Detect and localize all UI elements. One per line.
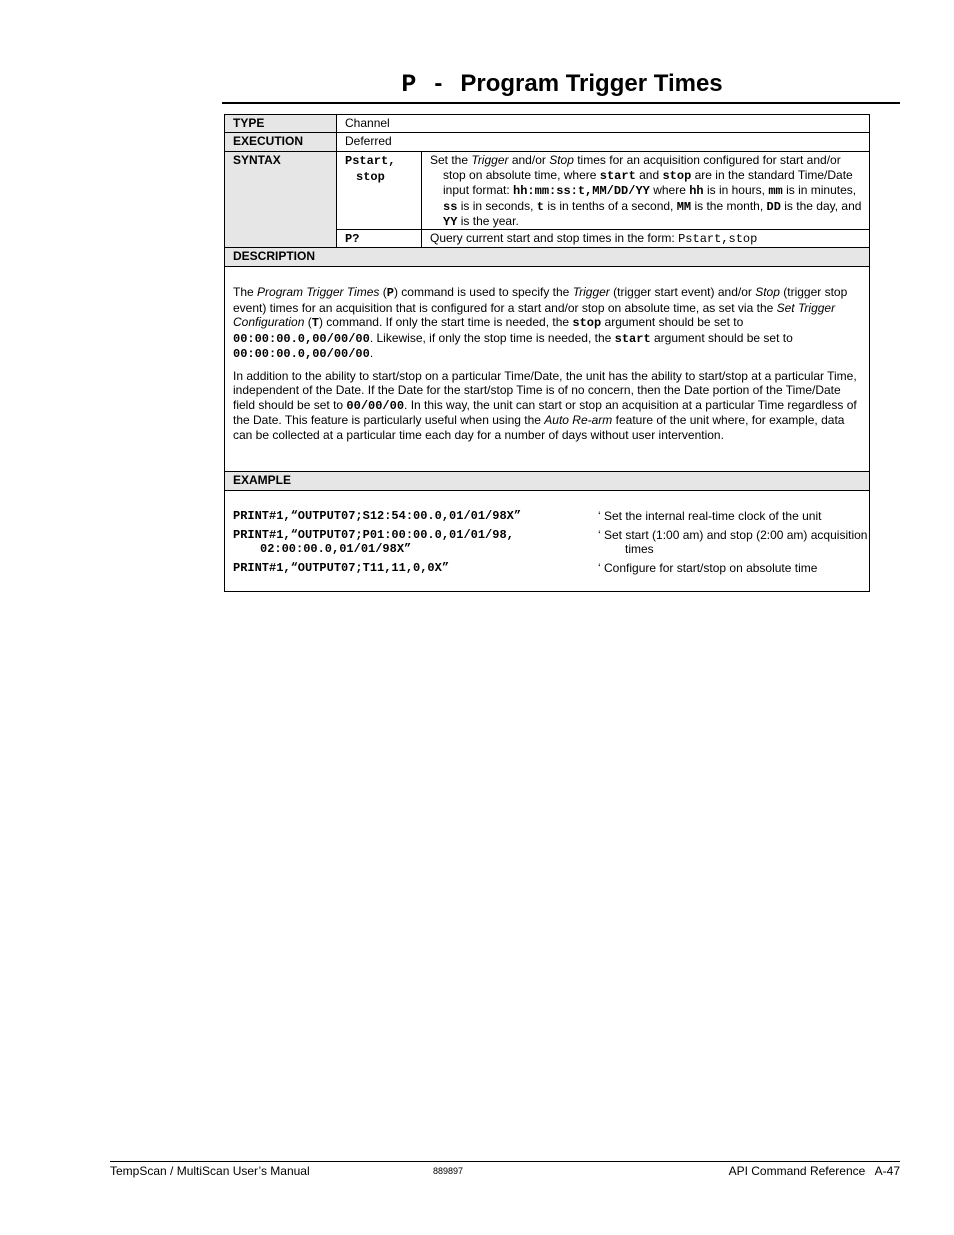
syntax-label: SYNTAX (225, 152, 336, 247)
syntax-code-query (337, 230, 421, 247)
desc-code: 00:00:00.0,00/00/00 (233, 347, 370, 361)
desc-text: argument should be set to (601, 315, 744, 329)
example-comment: ‘ Configure for start/stop on absolute time (598, 560, 818, 575)
desc-text: In addition to the ability to start/stop on a particular Time/Date, the unit has the ability to start/stop at a particular Time, independent of the Date. If the Date for the start/stop Time is of no concern, then the Date portion of the Time/Date field should be set to (233, 368, 857, 412)
desc-code: DD (766, 199, 781, 214)
type-label: TYPE (225, 115, 336, 132)
page-title (224, 68, 900, 101)
desc-italic: Stop (755, 285, 780, 299)
desc-text: ( (304, 315, 312, 329)
desc-text: and (635, 167, 663, 182)
example-code: PRINT#1,“OUTPUT07;S12:54:00.0,01/01/98X” (233, 509, 522, 523)
desc-text: ( (379, 285, 387, 299)
desc-code: start (614, 331, 651, 346)
desc-italic: Stop (549, 153, 574, 167)
syntax-code-line: Pstart, (345, 154, 396, 168)
description-paragraph (233, 285, 859, 362)
desc-italic: Set Trigger Configuration (233, 300, 836, 329)
desc-code: 00:00:00.0,00/00/00 (233, 331, 370, 346)
example-row (233, 509, 863, 524)
example-comment-wrap (598, 528, 868, 557)
syntax-desc-set (422, 152, 869, 229)
command-letter: P (401, 70, 417, 99)
desc-text: is the year. (457, 214, 519, 229)
desc-text: Query current start and stop times in the form: (430, 231, 679, 245)
syntax-desc-query (422, 230, 869, 247)
example-code: PRINT#1,“OUTPUT07;P01:00:00.0,01/01/98, 02:00:00.0,01/01/98X” (233, 527, 514, 556)
example-comment: ‘ Set the internal real-time clock of the unit (598, 509, 822, 523)
example-row (233, 561, 863, 576)
description-paragraph (233, 369, 859, 443)
row-divider (225, 490, 869, 491)
desc-code: ss (443, 199, 458, 214)
syntax-code-set (337, 152, 421, 229)
desc-code: hh:mm:ss:t,MM/DD/YY (513, 184, 650, 199)
desc-text: is the day, and (780, 198, 862, 213)
desc-code: P (386, 286, 394, 300)
desc-text: is in tenths of a second, (543, 198, 677, 213)
syntax-code-line: P? (345, 232, 360, 246)
desc-code: hh (689, 184, 704, 199)
footer-page-reference: API Command Reference A-47 (728, 1164, 900, 1178)
desc-italic: Auto Re-arm (544, 413, 613, 427)
footer-manual-title: TempScan / MultiScan User’s Manual (110, 1164, 310, 1178)
type-value: Channel (345, 116, 390, 130)
execution-label: EXECUTION (225, 133, 336, 151)
desc-text: ) command. If only the start time is needed, the (318, 315, 573, 329)
desc-text: is in minutes, (782, 183, 857, 198)
desc-text: times for an acquisition configured for start and/or stop on absolute time, where (443, 153, 841, 182)
example-comment: ‘ Set start (1:00 am) and stop (2:00 am) acquisition times (598, 527, 868, 556)
desc-code: t (536, 199, 544, 214)
desc-code: MM (676, 199, 692, 214)
title-dash: - (434, 70, 443, 97)
footer-part-number: 889897 (433, 1166, 464, 1176)
desc-text: . Likewise, if only the stop time is needed, the (369, 330, 615, 345)
description-label: DESCRIPTION (225, 248, 869, 266)
desc-text: feature of the unit where, for example, data can be collected at a particular time each day for a number of days without user intervention. (233, 413, 845, 442)
desc-text: ) command is used to specify the (393, 285, 573, 299)
row-divider (225, 266, 869, 267)
desc-text: . In this way, the unit can start or stop an acquisition at a particular Time regardless of the Date. This feature is particularly useful when using the (233, 397, 857, 427)
desc-code: stop (662, 168, 692, 183)
syntax-set-description (430, 153, 863, 230)
desc-code: YY (443, 215, 458, 230)
desc-text: is in hours, (703, 183, 769, 198)
example-code: PRINT#1,“OUTPUT07;T11,11,0,0X” (233, 560, 450, 575)
title-rule (222, 102, 900, 104)
desc-text: argument should be set to (650, 330, 793, 345)
desc-text: and/or (508, 153, 550, 167)
desc-code: mm (768, 184, 783, 199)
desc-text: (trigger stop event) times for an acquisition that is configured for a start and/or stop on absolute time, as set via the (233, 285, 848, 315)
desc-text: . (369, 346, 374, 360)
desc-text: Set the (430, 153, 472, 167)
desc-text: The (233, 285, 258, 299)
desc-text: is the month, (691, 198, 767, 213)
desc-code: Pstart,stop (678, 232, 758, 246)
command-table (224, 114, 870, 592)
desc-code: 00/00/00 (346, 398, 405, 413)
desc-text: are in the standard Time/Date input format: (443, 167, 853, 198)
footer-rule (110, 1161, 900, 1162)
execution-value: Deferred (345, 134, 392, 148)
desc-italic: Trigger (471, 153, 509, 167)
desc-italic: Program Trigger Times (257, 285, 380, 299)
example-body (233, 509, 868, 579)
desc-text: where (649, 183, 690, 198)
example-label: EXAMPLE (225, 472, 869, 490)
command-name: Program Trigger Times (460, 70, 723, 97)
desc-text: (trigger start event) and/or (609, 285, 756, 299)
description-body (233, 285, 859, 449)
desc-italic: Trigger (572, 285, 610, 299)
desc-text: is in seconds, (457, 198, 537, 213)
desc-code: start (599, 168, 636, 183)
example-row (233, 527, 868, 557)
syntax-code-line: stop (356, 170, 385, 184)
desc-code: stop (572, 316, 602, 330)
desc-code: T (311, 316, 319, 330)
